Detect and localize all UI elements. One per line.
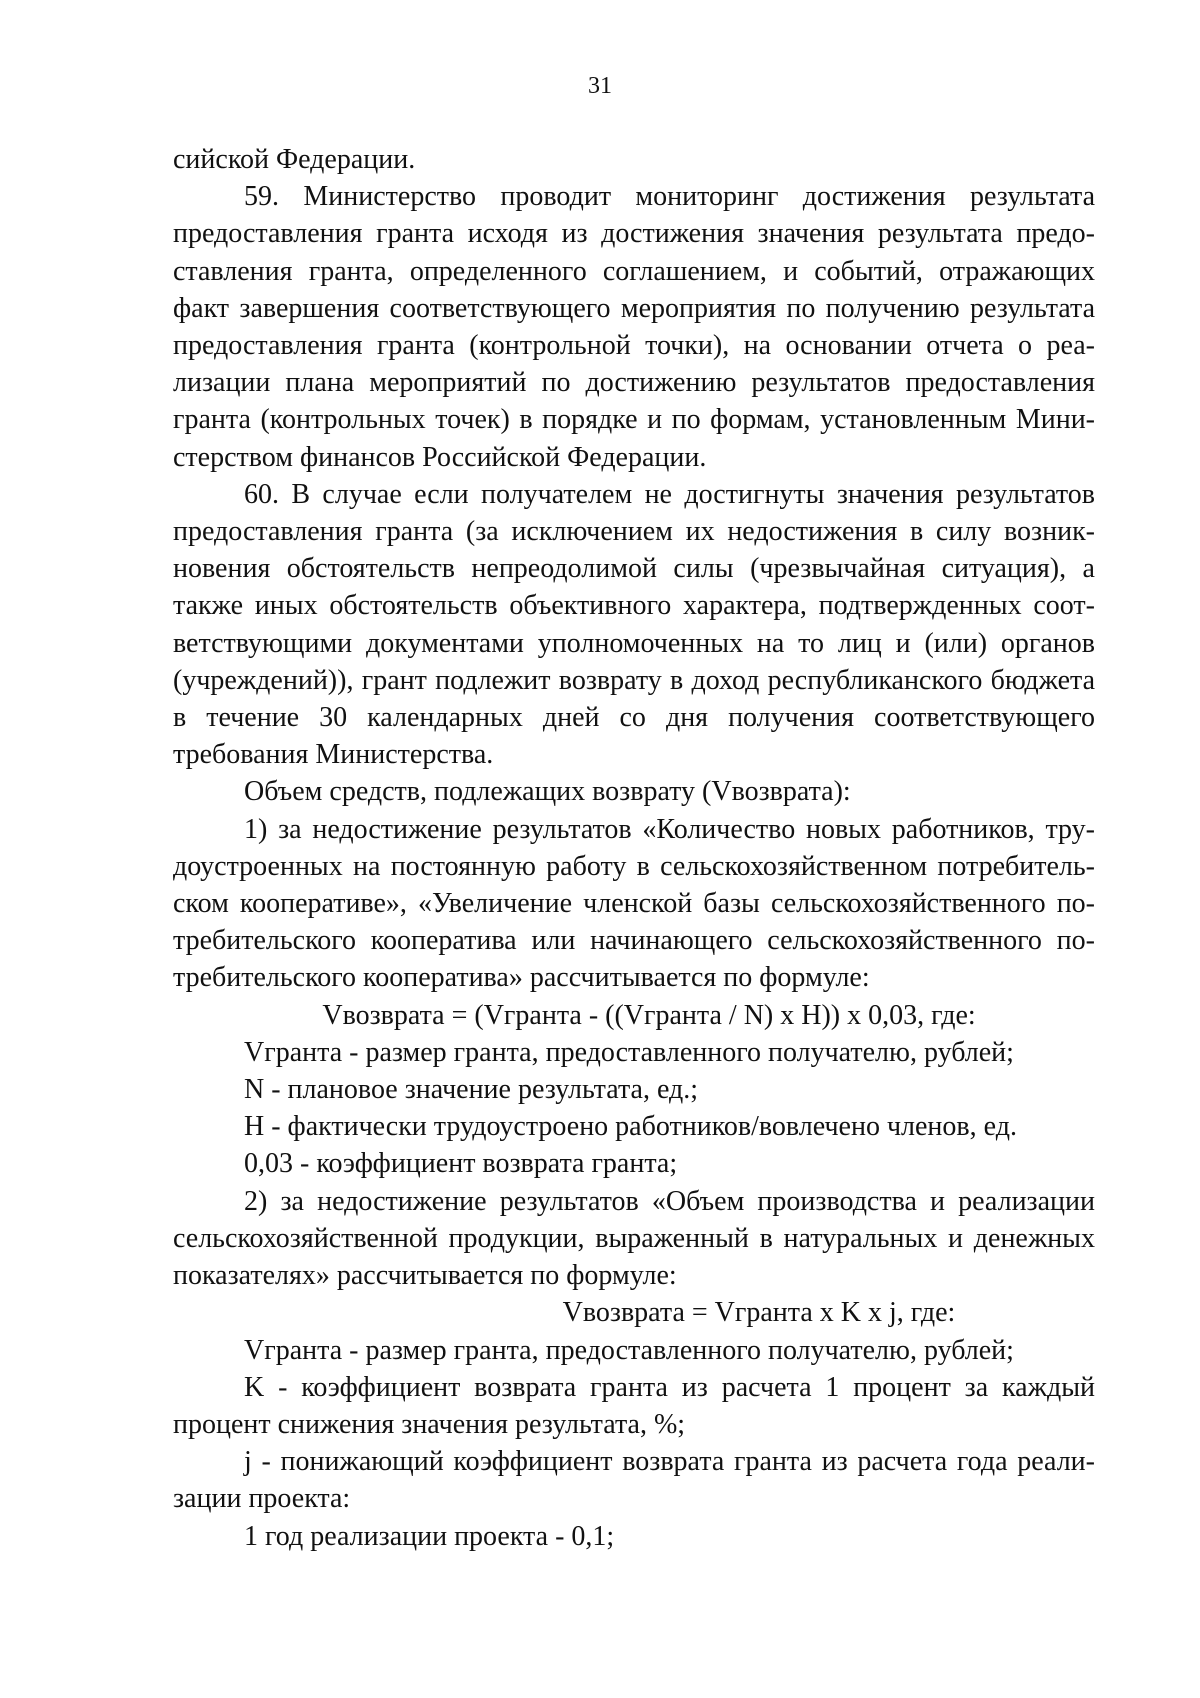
- formula-refund-2: Vвозврата = Vгранта x K x j, где:: [562, 1297, 956, 1329]
- page-number: 31: [588, 73, 612, 99]
- definition-j: j - понижающий коэффициент возврата гранта из расчета года реализации проекта:: [173, 1446, 1095, 1515]
- formula-refund-1: Vвозврата = (Vгранта - ((Vгранта / N) x H)) x 0,03, где:: [322, 999, 976, 1031]
- paragraph-60: 60. В случае если получателем не достигнуты значения результатов предоставления гранта (за исключением их недостижения в силу возникновения обстоятельств непреодолимой силы (чрезвычайная ситуация), а также иных обстоятельств объективного характера, подтвержденных соответствующими документами уполномоченных на то лиц и (или) органов (учреждений)), грант подлежит возврату в доход республиканского бюджета в течение 30 календарных дней со дня получения соответствующего требования Министерства.: [173, 478, 1095, 771]
- paragraph-refund-volume: Объем средств, подлежащих возврату (Vвозврата):: [244, 776, 851, 808]
- definition-vgranta-2: Vгранта - размер гранта, предоставленного получателю, рублей;: [244, 1334, 1014, 1366]
- paragraph-59: 59. Министерство проводит мониторинг достижения результата предоставления гранта исходя из достижения значения результата предоставления гранта, определенного соглашением, и событий, отражающих факт завершения соответствующего мероприятия по получению результата предоставления гранта (контрольной точки), на основании отчета о реализации плана мероприятий по достижению результатов предоставления гранта (контрольных точек) в порядке и по формам, установленным Министерством финансов Российской Федерации.: [173, 181, 1095, 473]
- document-body: [173, 141, 1095, 1555]
- definition-coefficient: 0,03 - коэффициент возврата гранта;: [244, 1148, 678, 1180]
- definition-h: H - фактически трудоустроено работников/вовлечено членов, ед.: [244, 1111, 1017, 1143]
- definition-k: K - коэффициент возврата гранта из расчета 1 процент за каждый процент снижения значения результата, %;: [173, 1371, 1095, 1440]
- definition-n: N - плановое значение результата, ед.;: [244, 1074, 699, 1106]
- definition-vgranta-1: Vгранта - размер гранта, предоставленного получателю, рублей;: [244, 1036, 1014, 1068]
- paragraph-item-1: 1) за недостижение результатов «Количество новых работников, трудоустроенных на постоянную работу в сельскохозяйственном потребительском кооперативе», «Увеличение членской базы сельскохозяйственного потребительского кооператива или начинающего сельскохозяйственного потребительского кооператива» рассчитывается по формуле:: [173, 813, 1095, 994]
- paragraph-item-2: 2) за недостижение результатов «Объем производства и реализации сельскохозяйственной продукции, выраженный в натуральных и денежных показателях» рассчитывается по формуле:: [173, 1185, 1095, 1292]
- definition-year-1: 1 год реализации проекта - 0,1;: [244, 1520, 615, 1552]
- paragraph-continuation: сийской Федерации.: [173, 144, 416, 175]
